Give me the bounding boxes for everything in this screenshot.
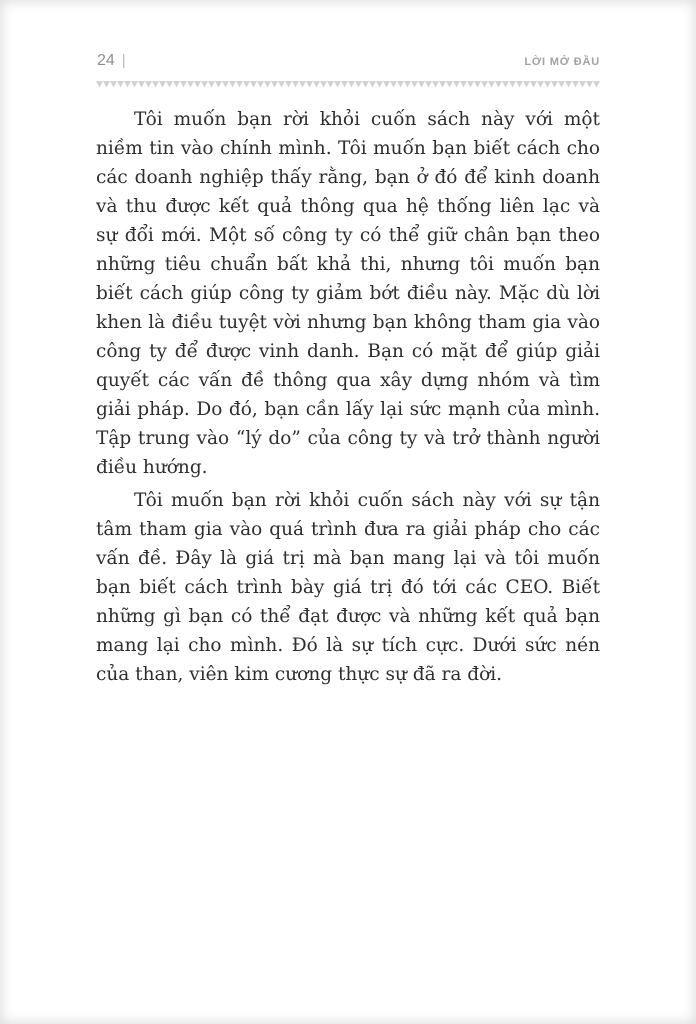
paragraph-1: Tôi muốn bạn rời khỏi cuốn sách này với một niềm tin vào chính mình. Tôi muốn bạn biết cách cho các doanh nghiệp thấy rằng, bạn ở đó để kinh doanh và thu được kết quả thông qua hệ thống liên lạc và sự đổi mới. Một số công ty có thể giữ chân bạn theo những tiêu chuẩn bất khả thi, nhưng tôi muốn bạn biết cách giúp công ty giảm bớt điều này. Mặc dù lời khen là điều tuyệt vời nhưng bạn không tham gia vào công ty để được vinh danh. Bạn có mặt để giúp giải quyết các vấn đề thông qua xây dựng nhóm và tìm giải pháp. Do đó, bạn cần lấy lại sức mạnh của mình. Tập trung vào “lý do” của công ty và trở thành người điều hướng. [96, 109, 600, 478]
running-title: LỜI MỞ ĐẦU [524, 56, 600, 68]
page-body [96, 105, 600, 693]
page-number-group [97, 52, 126, 70]
header-divider: | [121, 52, 126, 69]
paragraph-2: Tôi muốn bạn rời khỏi cuốn sách này với sự tận tâm tham gia vào quá trình đưa ra giải pháp cho các vấn đề. Đây là giá trị mà bạn mang lại và tôi muốn bạn biết cách trình bày giá trị đó tới các CEO. Biết những gì bạn có thể đạt được và những kết quả bạn mang lại cho mình. Đó là sự tích cực. Dưới sức nén của than, viên kim cương thực sự đã ra đời. [96, 490, 600, 685]
zigzag-divider [96, 81, 600, 89]
page-header [97, 52, 600, 70]
page-number: 24 [97, 52, 115, 69]
